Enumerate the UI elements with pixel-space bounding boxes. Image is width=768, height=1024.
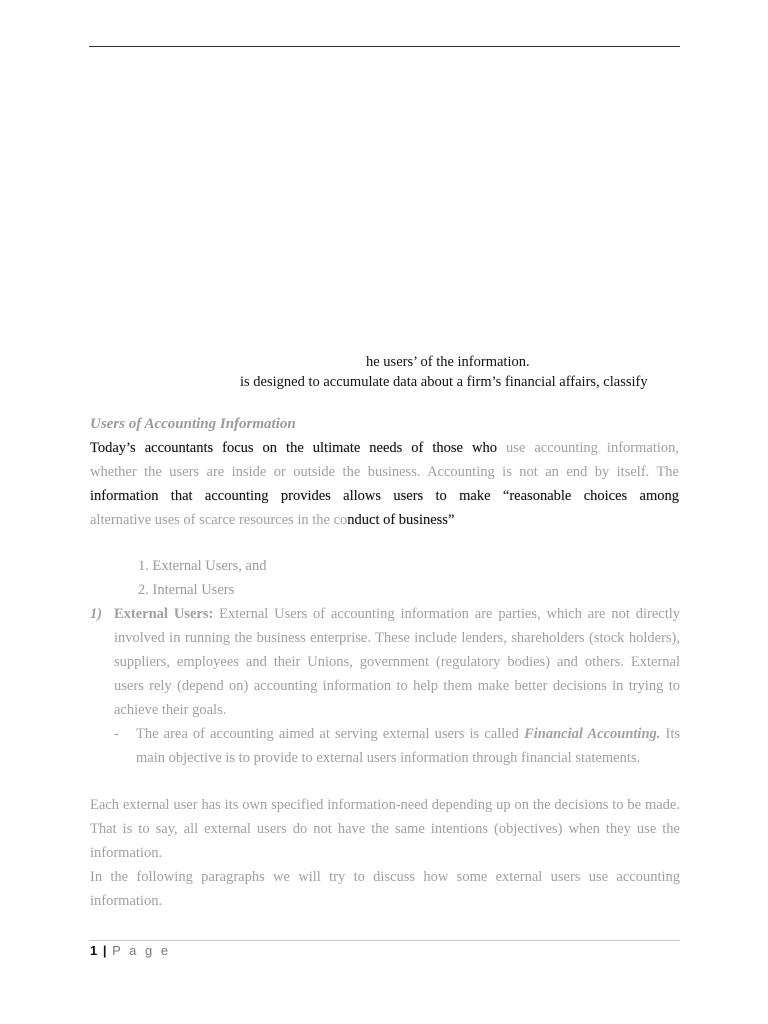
list-item: 1. External Users, and [138, 558, 267, 574]
intro-line-1: Today’s accountants focus on the ultimate needs of those who use accounting information, [90, 440, 679, 456]
text-fragment-2: is designed to accumulate data about a firm’s financial affairs, classify [240, 374, 648, 390]
financial-accounting-bullet: - The area of accounting aimed at serving external users is called Financial Accounting. Its main objective is to provide to external users information through financial statements. [114, 722, 680, 770]
closing-paragraph-1: Each external user has its own specified information-need depending up on the decisions to be made. That is to say, all external users do not have the same intentions (objectives) when they use the information. [90, 797, 680, 861]
footer-separator: | [102, 943, 108, 958]
section-number: 1) [90, 606, 103, 622]
section-heading: Users of Accounting Information [90, 416, 296, 432]
external-users-text: External Users of accounting information are parties, which are not directly involved in running the business enterprise. These include lenders, shareholders (stock holders), suppliers, employees and their Unions, government (regulatory bodies) and others. External users rely (depend on) accounting information to help them make better decisions in trying to achieve their goals. [114, 606, 681, 718]
closing-paragraphs [90, 793, 680, 913]
external-users-paragraph [114, 602, 680, 722]
footer-rule [89, 940, 680, 941]
intro-line-2: whether the users are inside or outside the business. Accounting is not an end by itself. The [90, 464, 679, 480]
intro-paragraph [90, 436, 679, 532]
page-number: 1 [90, 943, 99, 958]
intro-line-3: information that accounting provides allows users to make “reasonable choices among [90, 488, 679, 504]
external-users-title: External Users: [114, 606, 214, 622]
intro-line-4: alternative uses of scarce resources in the conduct of business” [90, 512, 455, 528]
user-types-list [138, 554, 266, 602]
page-label: P a g e [112, 943, 171, 958]
closing-paragraph-2: In the following paragraphs we will try to discuss how some external users use accounting information. [90, 869, 680, 909]
page-footer [90, 943, 171, 958]
financial-accounting-term: Financial Accounting. [524, 726, 661, 742]
bullet-dash: - [114, 726, 119, 742]
header-rule [89, 46, 680, 47]
text-fragment-1: he users’ of the information. [366, 354, 530, 370]
list-item: 2. Internal Users [138, 582, 235, 598]
external-users-section [90, 602, 680, 770]
